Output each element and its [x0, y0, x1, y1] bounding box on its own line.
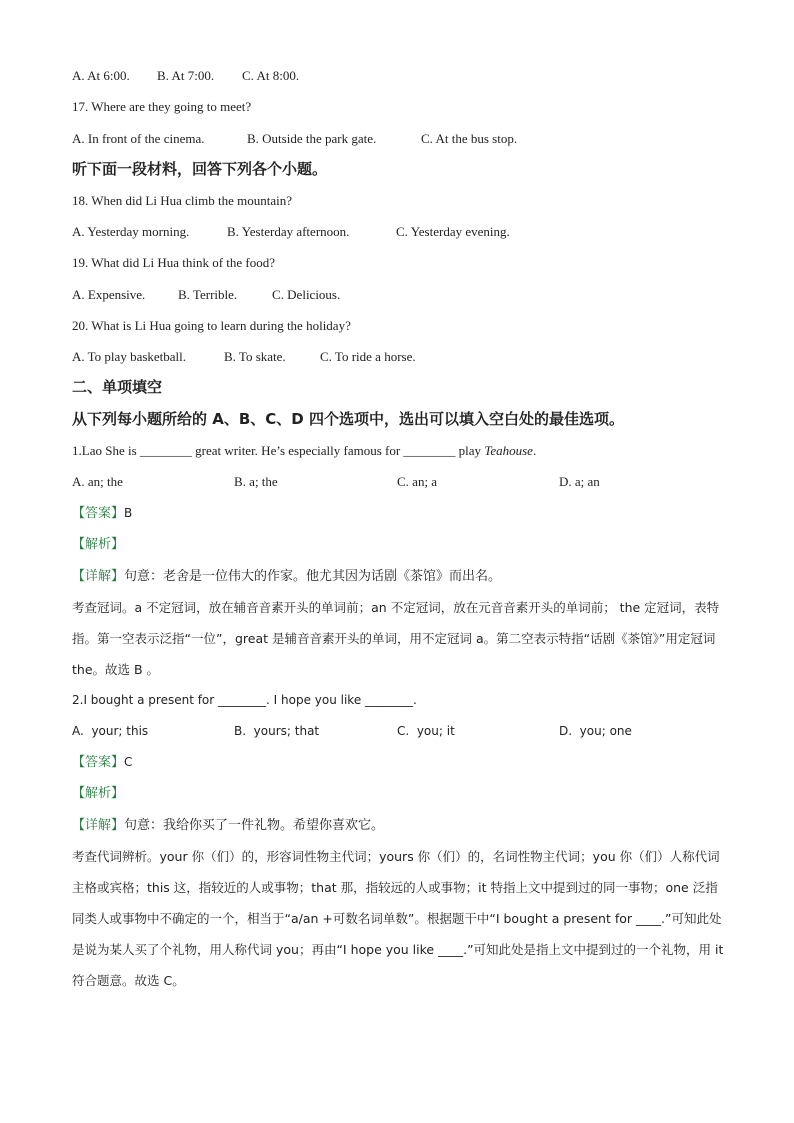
q1-explanation: 考查冠词。a 不定冠词，放在辅音音素开头的单词前；an 不定冠词，放在元音音素开头的单词前； the 定冠词，表特指。第一空表示泛指“一位”，great 是辅音音素开头的单词，用不定冠词 a。第二空表示特指“话剧《茶馆》”用定冠词 the。故选 B 。 — [72, 600, 720, 677]
q18-option-b: B. Yesterday afternoon. — [227, 224, 350, 239]
q2-answer-tag: 【答案】 — [72, 755, 125, 770]
q2-stem: 2.I bought a present for ________. I hope you like ________. — [72, 693, 417, 707]
q1-answer-tag: 【答案】 — [72, 506, 125, 521]
q1-option-c: C. an; a — [397, 474, 438, 489]
q2-option-c: C. you; it — [397, 724, 455, 738]
q2-detail-line — [72, 816, 384, 835]
q17-option-a: A. In front of the cinema. — [72, 131, 205, 146]
q1-stem-text: 1.Lao She is ________ great writer. He’s especially famous for ________ play — [72, 443, 485, 458]
q1-stem-end: . — [532, 443, 537, 458]
q18-question: 18. When did Li Hua climb the mountain? — [72, 193, 292, 208]
q1-detail-text: 句意：老舍是一位伟大的作家。他尤其因为话剧《茶馆》而出名。 — [124, 569, 502, 584]
q2-detail-text: 句意：我给你买了一件礼物。希望你喜欢它。 — [124, 818, 385, 833]
q2-option-a: A. your; this — [72, 724, 149, 738]
q17-option-c: C. At the bus stop. — [421, 131, 518, 146]
q16-option-a: A. At 6:00. — [72, 68, 130, 83]
q1-stem — [72, 442, 536, 460]
q1-analysis-tag: 【解析】 — [72, 537, 125, 552]
q2-answer: C — [124, 755, 133, 769]
part2-title: 二、单项填空 — [72, 378, 163, 396]
q17-option-b: B. Outside the park gate. — [247, 131, 377, 146]
q1-detail-tag: 【详解】 — [72, 569, 125, 584]
listening-section-heading: 听下面一段材料，回答下列各个小题。 — [72, 160, 328, 178]
q16-option-b: B. At 7:00. — [157, 68, 215, 83]
q20-option-b: B. To skate. — [224, 349, 286, 364]
q19-question: 19. What did Li Hua think of the food? — [72, 255, 276, 270]
part2-instruction: 从下列每小题所给的 A、B、C、D 四个选项中，选出可以填入空白处的最佳选项。 — [72, 410, 624, 428]
q2-option-b: B. yours; that — [234, 724, 320, 738]
q19-option-a: A. Expensive. — [72, 287, 146, 302]
q1-option-a: A. an; the — [72, 474, 123, 489]
q1-stem-italic: Teahouse — [484, 443, 533, 458]
q1-detail-line — [72, 567, 501, 586]
q18-option-a: A. Yesterday morning. — [72, 224, 190, 239]
q1-option-b: B. a; the — [234, 474, 278, 489]
q1-analysis-line — [72, 535, 124, 554]
q1-answer-line — [72, 504, 132, 523]
q2-answer-line — [72, 753, 132, 772]
q2-explanation: 考查代词辨析。your 你（们）的，形容词性物主代词；yours 你（们）的，名词性物主代词；you 你（们）人称代词主格或宾格；this 这，指较近的人或事物；that 那，指较远的人或事物；it 特指上文中提到过的同一事物；one 泛指同类人或事物中不确定的一个，相当于“a/an +可数名词单数”。根据题干中“I bought a present for ____.”可知此处是说为某人买了个礼物，用人称代词 you；再由“I hope you like ____.”可知此处是指上文中提到过的一个礼物，用 it 符合题意。故选 C。 — [72, 849, 724, 988]
q2-option-d: D. you; one — [559, 724, 632, 738]
q2-detail-tag: 【详解】 — [72, 818, 125, 833]
q2-analysis-tag: 【解析】 — [72, 786, 125, 801]
q20-question: 20. What is Li Hua going to learn during the holiday? — [72, 318, 351, 333]
q2-analysis-line — [72, 784, 124, 803]
q16-option-c: C. At 8:00. — [242, 68, 300, 83]
q18-option-c: C. Yesterday evening. — [396, 224, 510, 239]
q19-option-b: B. Terrible. — [178, 287, 238, 302]
q17-question: 17. Where are they going to meet? — [72, 99, 252, 114]
q20-option-a: A. To play basketball. — [72, 349, 187, 364]
q1-option-d: D. a; an — [559, 474, 600, 489]
q1-answer: B — [124, 506, 133, 520]
q20-option-c: C. To ride a horse. — [320, 349, 416, 364]
q19-option-c: C. Delicious. — [272, 287, 341, 302]
